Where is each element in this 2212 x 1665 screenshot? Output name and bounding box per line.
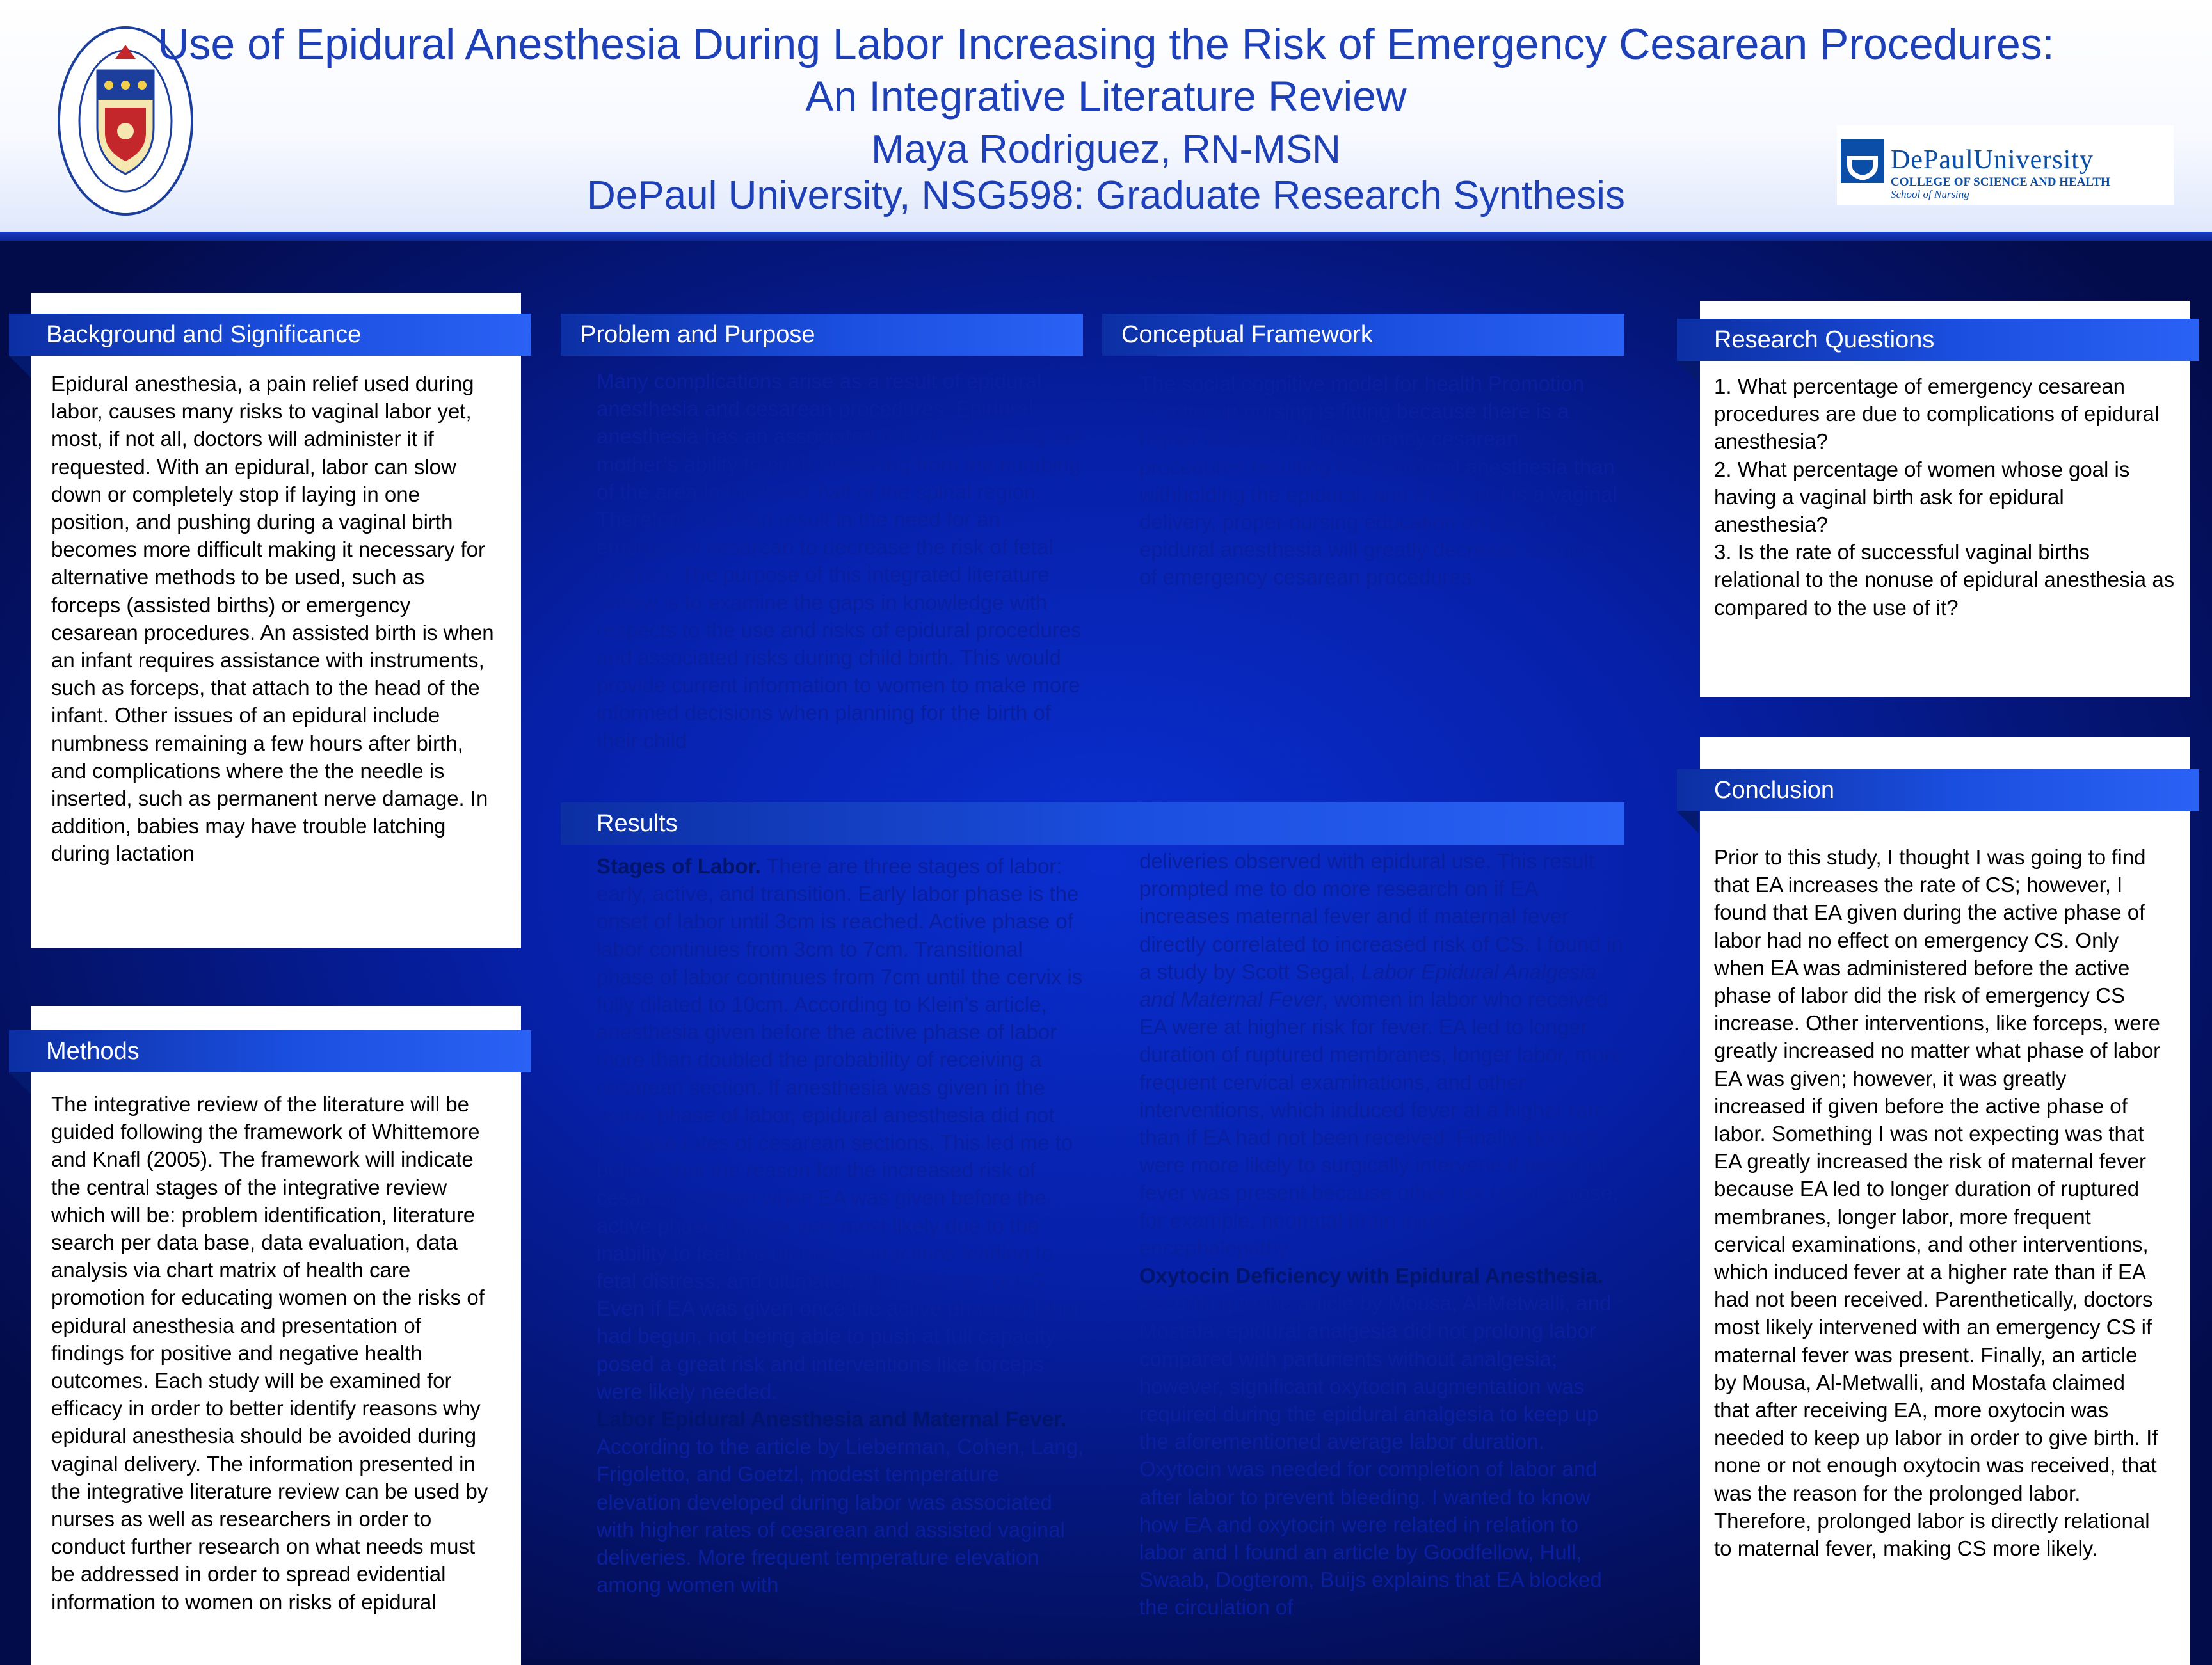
results-fever-text: According to the article by Lieberman, Cohen, Lang, Frigoletto, and Goetzl, modest temperature elevation developed during labor was associated with higher rates of cesarean and assisted vaginal deliveries. More frequent temperature elevation among women with xyxy=(597,1435,1084,1597)
framework-heading: Conceptual Framework xyxy=(1102,314,1624,356)
results-heading: Results xyxy=(561,802,1624,845)
background-heading: Background and Significance xyxy=(9,314,531,356)
question-2: 2. What percentage of women whose goal is having a vaginal birth ask for epidural anesthesia? xyxy=(1714,457,2130,537)
results-fever-continued: deliveries observed with epidural use. This result prompted me to do more research on if EA increases maternal fever and if maternal fever directly correlated to increased risk of CS. I found in a study by Scott Segal, xyxy=(1139,849,1623,984)
poster-title-line1: Use of Epidural Anesthesia During Labor Increasing the Risk of Emergency Cesarean Procedures: xyxy=(157,20,2055,68)
heading-fold xyxy=(9,356,31,378)
framework-text: The social cognitive model for health Promotion Practice in nursing is fitting because there is a higher likelihood of emergency cesarean procedures resulting from epidural anesthesia than withholding the epidural, and if the goal is a vaginal delivery, proper nursing education on risks of epidural anesthesia will greatly decrease chances of emergency cesarean procedures. xyxy=(1139,372,1617,589)
results-oxytocin-text: According to the article by Mousa, Al-Metwalli, and Mostafa, epidural analgesia did not prolong labor compared with parturients without analgesia; however, significant oxytocin augmentation was required during the epidural analgesia to keep up the aforementioned average labor duration. Oxytocin was needed for completion of labor and after labor to prevent bleeding. I wanted to know how EA and oxytocin were related in relation to labor and I found an article by Goodfellow, Hull, Swaab, Dogterom, Buijs explains that EA blocked the circulation of xyxy=(1139,1291,1612,1620)
results-fever-continued-2: , women in labor who received EA were at higher risk for fever. EA led to longer duration of ruptured membranes, longer labor, more frequent cervical examinations, and other interventions, which induced fever at a higher rate than if EA had not been received. Finally, doctors were more likely to surgically intervene if maternal fever was present because other risk factors arose; for example, neonatal brain injury or encephalopathy. xyxy=(1139,987,1623,1260)
background-text: Epidural anesthesia, a pain relief used during labor, causes many risks to vaginal labor yet, most, if not all, doctors will administer it if requested. With an epidural, labor can slow down or completely stop if laying in one position, and pushing during a vaginal birth becomes more difficult making it necessary for alternative methods to be used, such as forceps (assisted births) or emergency cesarean procedures. An assisted birth is when an infant requires assistance with instruments, such as forceps, that attach to the head of the infant. Other issues of an epidural include numbness remaining a few hours after birth, and complications where the the needle is inserted, such as permanent nerve damage. In addition, babies may have trouble latching during lactation xyxy=(51,372,494,866)
heading-fold xyxy=(1677,361,1699,383)
header-divider xyxy=(0,232,2212,241)
heading-fold xyxy=(9,1072,31,1094)
author-name: Maya Rodriguez, RN-MSN xyxy=(871,127,1341,171)
logo-college: COLLEGE OF SCIENCE AND HEALTH xyxy=(1891,175,2110,189)
methods-text: The integrative review of the literature will be guided following the framework of Whittemore and Knafl (2005). The framework will indicate the central stages of the integrative review which will be: problem identification, literature search per data base, data evaluation, data analysis via chart matrix of health care promotion for educating women on the risks of epidural anesthesia and presentation of findings for positive and negative health outcomes. Each study will be examined for efficacy in order to better identify reasons why epidural anesthesia should be avoided during vaginal delivery. The information presented in the integrative literature review can be used by nurses as well as researchers in order to conduct further research on what needs must be addressed in order to spread evidential information to women on risks of epidural xyxy=(51,1092,488,1614)
heading-fold xyxy=(1677,811,1699,833)
affiliation: DePaul University, NSG598: Graduate Research Synthesis xyxy=(587,173,1625,218)
methods-heading: Methods xyxy=(9,1030,531,1072)
questions-heading: Research Questions xyxy=(1677,319,2199,361)
depaul-logo xyxy=(1837,125,2174,205)
poster-title-line2: An Integrative Literature Review xyxy=(805,72,1407,120)
results-fever-heading: Labor Epidural Anesthesia and Maternal Fever. xyxy=(597,1407,1067,1431)
results-oxytocin-heading: Oxytocin Deficiency with Epidural Anesthesia. xyxy=(1139,1264,1603,1288)
problem-heading: Problem and Purpose xyxy=(561,314,1083,356)
conclusion-text: Prior to this study, I thought I was going to find that EA increases the rate of CS; however, I found that EA given during the active phase of labor had no effect on emergency CS. Only when EA was administered before the active phase of labor did the risk of emergency CS increase. Other interventions, like forceps, were greatly increased no matter what phase of labor EA was given; however, it was greatly increased if given before the active phase of labor. Something I was not expecting was that EA greatly increased the risk of maternal fever because EA led to longer duration of ruptured membranes, longer labor, more frequent cervical examinations, and other interventions, which induced fever at a higher rate than if EA had not been received. Parenthetically, doctors most likely intervened with an emergency CS if maternal fever was present. Finally, an article by Mousa, Al-Metwalli, and Mostafa claimed that after receiving EA, more oxytocin was needed to keep up labor in order to give birth. If none or not enough oxytocin was received, that was the reason for the prolonged labor. Therefore, prolonged labor is directly relational to maternal fever, making CS more likely. xyxy=(1714,845,2161,1561)
question-1: 1. What percentage of emergency cesarean procedures are due to complications of epidural anesthesia? xyxy=(1714,374,2160,454)
results-segal-title: Labor Epidural Analgesia and Maternal Fever xyxy=(1139,959,1597,1012)
results-stages-text: There are three stages of labor: early, active, and transition. Early labor phase is the onset of labor until 3cm is reached. Active phase of labor continues from 3cm to 7cm. Transitional phase of labor continues from 7cm until the cervix is fully dilated to 10cm. According to Klein’s article, anesthesia given before the active phase of labor more than doubled the probability of receiving a cesarean section. If anesthesia was given in the active phase of labor, epidural anesthesia did not increase rates of cesarean sections. This led me to believe that the reason for the increased risk of cesarean section when EA was given before the active phase of labor was most likely due to the inability to feel the uterine contractions leading to fetal distress, and ultimately the necessity of CS. Even if EA was given once the active phase of labor had begun, not being able to push at full capacity posed a great risk and interventions like forceps were likely needed. xyxy=(597,854,1083,1403)
conclusion-heading: Conclusion xyxy=(1677,769,2199,811)
logo-name: DePaulUniversity xyxy=(1891,145,2094,175)
logo-school: School of Nursing xyxy=(1891,188,1969,200)
results-column-2 xyxy=(1139,847,1627,1621)
problem-text: Many complications arise as a result of epidural anesthesia and cesarean procedures. Epidural anesthesia has an associated risk of decreasing the mother’s ability to push stemming from the numbing of the area in the lower half of the spinal region. Therefore, this can result in the need for an emergency cesarean to decrease the risk of fetal distress. The purpose of this integrated literature review is to examine the gaps in knowledge with respects to the use and risks of epidural procedures and associated risks during child birth. This would provide current information to women to make more informed decisions when planning for the birth of their child xyxy=(597,369,1082,753)
questions-list xyxy=(1714,372,2175,621)
logo-mark-icon xyxy=(1841,139,1884,183)
question-3: 3. Is the rate of successful vaginal births relational to the nonuse of epidural anesthesia as compared to the use of it? xyxy=(1714,540,2175,619)
results-column-1 xyxy=(597,852,1084,1598)
results-stages-heading: Stages of Labor. xyxy=(597,854,761,878)
